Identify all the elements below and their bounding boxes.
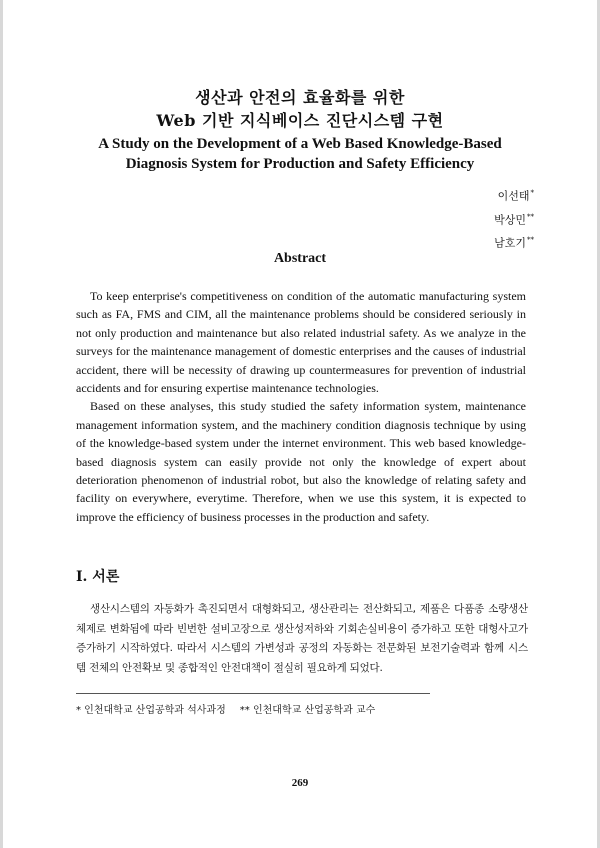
english-title-line-2: Diagnosis System for Production and Safety Efficiency	[125, 156, 475, 172]
abstract-paragraph-1: To keep enterprise's competitiveness on condition of the automatic manufacturing system such as FA, FMS and CIM, all the maintenance problems should be considered seriously in not only production and maintenance but also related industrial safety. As we analyze in the surveys for the maintenance management of domestic enterprises and the causes of industrial accident, there will be necessity of drawing up countermeasures for prevention of industrial accidents and for ensuring expertise maintenance technologies.	[76, 289, 526, 396]
abstract-body	[76, 287, 526, 526]
page-number: 269	[291, 777, 309, 789]
author-1: 이선태*	[497, 189, 534, 203]
footnote-affiliation-2: ** 인천대학교 산업공학과 교수	[239, 705, 376, 716]
english-title-line-1: A Study on the Development of a Web Based Knowledge-Based	[98, 136, 502, 152]
title-block	[0, 86, 600, 174]
korean-title-line-1: 생산과 안전의 효율화를 위한	[195, 88, 405, 107]
footnote	[76, 701, 375, 716]
korean-title-line-2: Web 기반 지식베이스 진단시스템 구현	[156, 111, 444, 130]
introduction-paragraph: 생산시스템의 자동화가 촉진되면서 대형화되고, 생산관리는 전산화되고, 제품은 다품종 소량생산체제로 변화됨에 따라 빈번한 설비고장으로 생산성저하와 기회손실비용이 증가하고 또한 대형사고가 증가하기 시작하였다. 따라서 시스템의 가변성과 공정의 자동화는 전문화된 보전기술력과 함께 시스템 전체의 안전확보 및 종합적인 안전대책이 절실히 필요하게 되었다.	[76, 603, 528, 674]
author-3: 남호기**	[494, 236, 534, 250]
footnote-divider	[76, 693, 430, 694]
author-2: 박상민**	[494, 212, 534, 227]
author-list	[494, 183, 534, 254]
abstract-paragraph-2: Based on these analyses, this study studied the safety information system, maintenance management information system, and the machinery condition diagnosis technique by using of the knowledge-based system under the internet environment. This web based knowledge-based diagnosis system can easily provide not only the knowledge of expert about deterioration phenomenon of industrial robot, but also the knowledge of relating safety and facility on everywhere, everytime. Therefore, when we use this system, it is expected to improve the efficiency of business processes in the production and safety.	[76, 399, 526, 524]
section-body	[76, 600, 528, 678]
abstract-heading: Abstract	[273, 251, 327, 266]
section-heading: Ⅰ. 서론	[76, 569, 120, 585]
footnote-affiliation-1: * 인천대학교 산업공학과 석사과정	[76, 705, 226, 716]
